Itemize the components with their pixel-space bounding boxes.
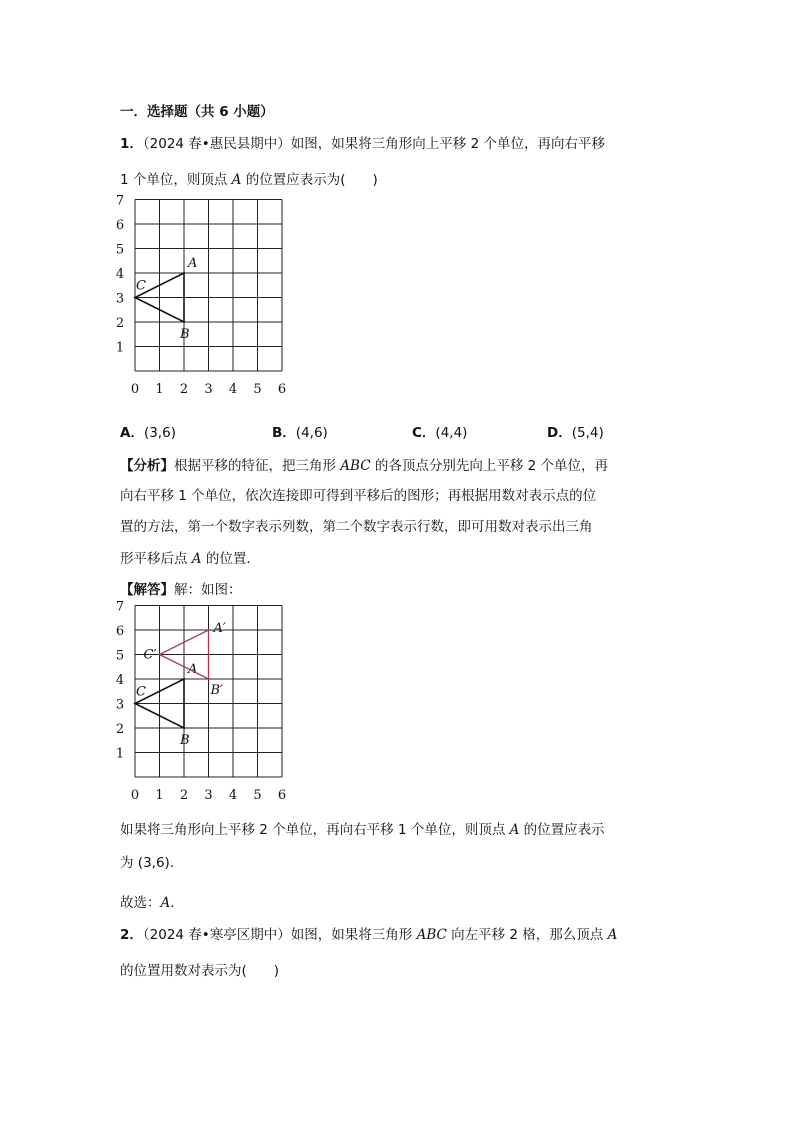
q1-source: （2024 春•惠民县期中）	[142, 136, 291, 152]
solution-y-tick-label: 7	[115, 599, 125, 615]
q1-y-tick-label: 5	[115, 242, 125, 258]
analysis-abc: ABC	[340, 458, 371, 474]
q1-x-tick-label: 6	[277, 382, 287, 397]
solution-y-tick-label: 1	[115, 746, 125, 762]
solution-grid-figure	[112, 599, 287, 806]
q1-number: 1．	[120, 136, 143, 152]
solution-y-tick-label: 6	[115, 624, 125, 639]
solution-text: 解：如图：	[174, 582, 242, 598]
q1-x-tick-label: 0	[130, 382, 140, 397]
section-title: 一．选择题（共 6 小题）	[120, 104, 274, 120]
analysis-line4	[120, 549, 260, 569]
option-d-value: (5,4)	[571, 425, 604, 441]
solution-y-tick-label: 3	[115, 697, 125, 713]
option-b-value: (4,6)	[295, 425, 328, 441]
solution-line	[120, 580, 242, 600]
conclusion-text1a: 如果将三角形向上平移 2 个单位，再向右平移 1 个单位，则顶点	[120, 822, 510, 838]
q1-label-a: A	[188, 256, 198, 271]
analysis-line1	[120, 456, 608, 476]
option-a-key: A．	[120, 425, 144, 441]
solution-x-tick-label: 6	[277, 788, 287, 803]
solution-label-b-prime: B′	[210, 683, 224, 698]
q1-x-tick-label: 2	[179, 382, 189, 397]
solution-tag: 【解答】	[120, 582, 174, 598]
solution-x-tick-label: 4	[228, 788, 238, 803]
solution-x-tick-label: 2	[179, 788, 189, 803]
q2-abc: ABC	[416, 927, 447, 943]
analysis-text4a: 形平移后点	[120, 551, 192, 567]
q2-source: （2024 春•寒亭区期中）	[142, 927, 291, 943]
analysis-text1b: 的各顶点分别先向上平移 2 个单位，再	[370, 458, 609, 474]
analysis-line3: 置的方法，第一个数字表示列数，第二个数字表示行数，即可用数对表示出三角	[120, 519, 593, 535]
solution-x-tick-label: 3	[204, 788, 213, 803]
solution-y-tick-label: 4	[115, 673, 125, 688]
solution-y-tick-label: 2	[115, 722, 125, 737]
q1-y-tick-label: 1	[115, 340, 125, 356]
option-b-key: B．	[272, 425, 296, 441]
option-c-value: (4,4)	[435, 425, 468, 441]
conclusion-value: (3,6)	[137, 855, 170, 871]
conclusion-line1	[120, 820, 605, 840]
q2-number: 2．	[120, 927, 143, 943]
answer-value: A	[160, 895, 171, 911]
q1-x-tick-label: 3	[204, 382, 213, 397]
option-a-value: (3,6)	[143, 425, 176, 441]
conclusion-text2a: 为	[120, 855, 138, 871]
q1-grid-figure	[112, 193, 287, 400]
solution-x-tick-label: 1	[155, 788, 164, 803]
answer-end: ．	[170, 895, 184, 911]
solution-x-tick-label: 5	[253, 788, 262, 803]
solution-label-a: A	[188, 662, 198, 677]
q1-label-b: B	[180, 327, 190, 342]
analysis-point-a: A	[191, 551, 202, 567]
q2-stem-text1b: 向左平移 2 格，那么顶点	[446, 927, 608, 943]
solution-label-c-prime: C′	[143, 647, 157, 663]
q1-stem-text2b: 的位置应表示为( )	[241, 172, 378, 188]
option-b	[272, 421, 328, 441]
solution-y-tick-label: 5	[115, 648, 125, 664]
q1-x-tick-label: 5	[253, 382, 262, 397]
analysis-line2: 向右平移 1 个单位，依次连接即可得到平移后的图形；再根据用数对表示点的位	[120, 488, 597, 504]
q1-y-tick-label: 7	[115, 193, 125, 209]
q1-point-a: A	[231, 172, 242, 188]
analysis-tag: 【分析】	[120, 458, 174, 474]
q1-y-tick-label: 3	[115, 291, 125, 307]
option-d-key: D．	[547, 425, 572, 441]
q1-x-tick-label: 4	[228, 382, 238, 397]
solution-x-tick-label: 0	[130, 788, 140, 803]
answer-label: 故选：	[120, 895, 161, 911]
option-d	[547, 421, 604, 441]
conclusion-point-a: A	[509, 822, 520, 838]
q1-y-tick-label: 4	[115, 267, 125, 282]
q1-y-tick-label: 6	[115, 218, 125, 233]
analysis-text4b: 的位置．	[201, 551, 260, 567]
q2-stem-line2: 的位置用数对表示为( )	[120, 963, 280, 979]
q1-stem-line1	[120, 134, 605, 154]
option-c-key: C．	[412, 425, 436, 441]
solution-label-c: C	[136, 684, 146, 700]
answer-line	[120, 893, 184, 913]
option-c	[412, 421, 467, 441]
q1-y-tick-label: 2	[115, 316, 125, 331]
conclusion-text1b: 的位置应表示	[519, 822, 605, 838]
q1-x-tick-label: 1	[155, 382, 164, 397]
conclusion-line2	[120, 853, 183, 873]
q1-stem-text2a: 1 个单位，则顶点	[120, 172, 232, 188]
option-a	[120, 421, 176, 441]
q1-stem-line2	[120, 170, 378, 190]
q2-point-a: A	[607, 927, 618, 943]
conclusion-text2b: ．	[169, 855, 184, 871]
solution-label-a-prime: A′	[213, 621, 226, 636]
q2-stem-line1	[120, 925, 617, 945]
q1-label-c: C	[136, 278, 146, 294]
q2-stem-text1a: 如图，如果将三角形	[290, 927, 417, 943]
solution-label-b: B	[180, 733, 190, 748]
q1-stem-text1: 如图，如果将三角形向上平移 2 个单位，再向右平移	[290, 136, 605, 152]
analysis-text1a: 根据平移的特征，把三角形	[174, 458, 341, 474]
